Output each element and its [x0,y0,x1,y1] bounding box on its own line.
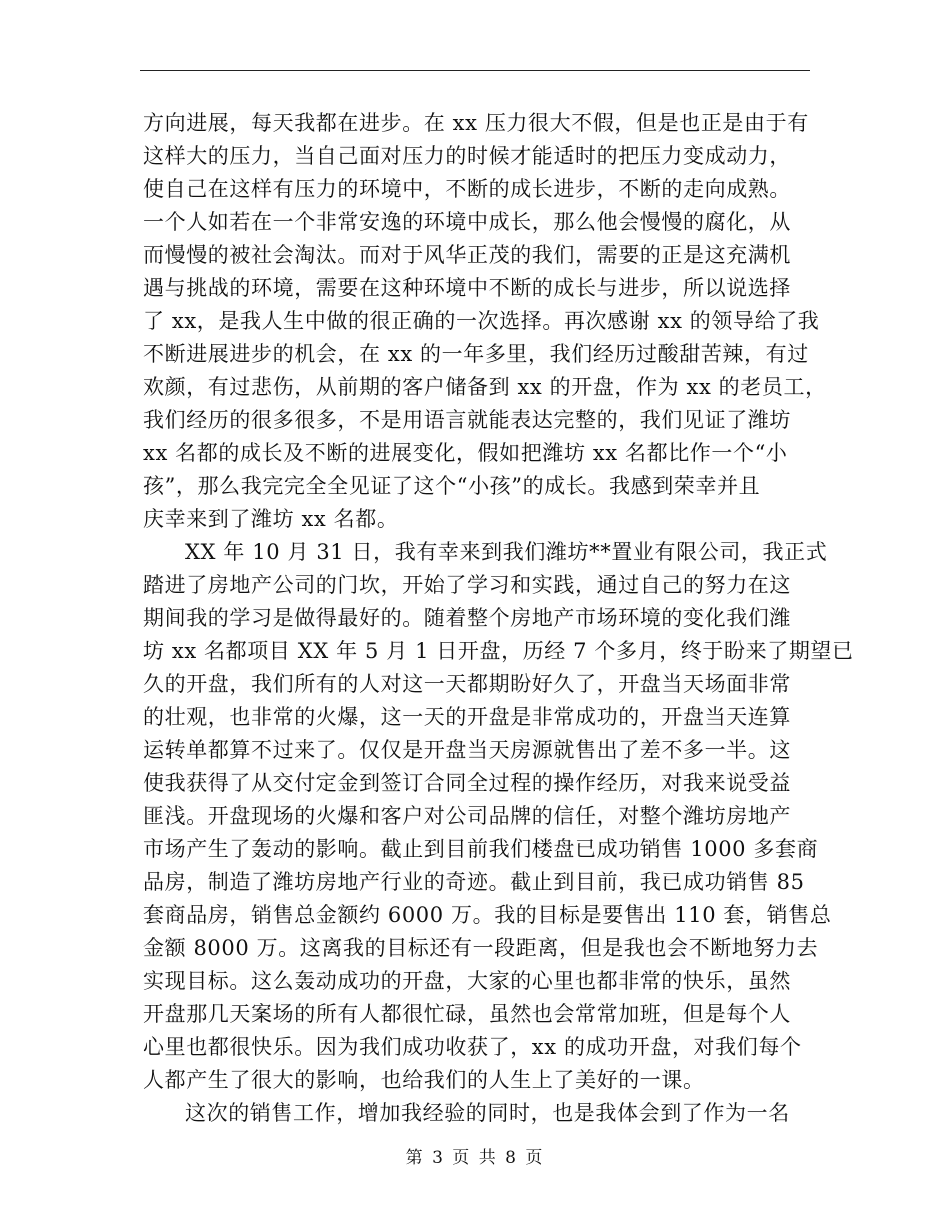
text-line: 心里也都很快乐。因为我们成功收获了，xx 的成功开盘，对我们每个 [143,1035,802,1059]
text-line: 欢颜，有过悲伤，从前期的客户储备到 xx 的开盘，作为 xx 的老员工， [143,375,827,399]
text-line: 久的开盘，我们所有的人对这一天都期盼好久了，开盘当天场面非常 [143,672,791,696]
text-line: xx 名都的成长及不断的进展变化，假如把潍坊 xx 名都比作一个“小 [143,441,788,465]
text-line: 不断进展进步的机会，在 xx 的一年多里，我们经历过酸甜苦辣，有过 [143,342,809,366]
text-line: 踏进了房地产公司的门坎，开始了学习和实践，通过自己的努力在这 [143,573,791,597]
text-line: 运转单都算不过来了。仅仅是开盘当天房源就售出了差不多一半。这 [143,738,791,762]
text-line: 一个人如若在一个非常安逸的环境中成长，那么他会慢慢的腐化，从 [143,210,791,234]
text-line: 我们经历的很多很多，不是用语言就能表达完整的，我们见证了潍坊 [143,408,791,432]
text-line: 的壮观，也非常的火爆，这一天的开盘是非常成功的，开盘当天连算 [143,705,791,729]
text-line: 而慢慢的被社会淘汰。而对于风华正茂的我们，需要的正是这充满机 [143,243,791,267]
text-line: 开盘那几天案场的所有人都很忙碌，虽然也会常常加班，但是每个人 [143,1002,791,1026]
text-line: 这次的销售工作，增加我经验的同时，也是我体会到了作为一名 [185,1101,790,1125]
text-line: 坊 xx 名都项目 XX 年 5 月 1 日开盘，历经 7 个多月，终于盼来了期望已 [143,639,854,663]
text-line: 使我获得了从交付定金到签订合同全过程的操作经历，对我来说受益 [143,771,791,795]
text-line: 市场产生了轰动的影响。截止到目前我们楼盘已成功销售 1000 多套商 [143,837,819,861]
text-line: 这样大的压力，当自己面对压力的时候才能适时的把压力变成动力， [143,144,791,168]
header-rule [140,70,810,71]
paragraph-1 [143,107,827,536]
body-text [143,107,854,1130]
paragraph-2 [143,536,854,1097]
text-line: 匪浅。开盘现场的火爆和客户对公司品牌的信任，对整个潍坊房地产 [143,804,791,828]
text-line: 期间我的学习是做得最好的。随着整个房地产市场环境的变化我们潍 [143,606,791,630]
text-line: 使自己在这样有压力的环境中，不断的成长进步，不断的走向成熟。 [143,177,791,201]
text-line: 套商品房，销售总金额约 6000 万。我的目标是要售出 110 套，销售总 [143,903,832,927]
text-line: 方向进展，每天我都在进步。在 xx 压力很大不假，但是也正是由于有 [143,111,809,135]
text-line: 了 xx，是我人生中做的很正确的一次选择。再次感谢 xx 的领导给了我 [143,309,820,333]
text-line: 遇与挑战的环境，需要在这种环境中不断的成长与进步，所以说选择 [143,276,791,300]
text-line: XX 年 10 月 31 日，我有幸来到我们潍坊**置业有限公司，我正式 [185,540,828,564]
text-line: 孩”，那么我完完全全见证了这个“小孩”的成长。我感到荣幸并且 [143,474,761,498]
text-line: 人都产生了很大的影响，也给我们的人生上了美好的一课。 [143,1068,705,1092]
paragraph-3 [143,1097,807,1130]
page-number-footer: 第 3 页 共 8 页 [405,1148,545,1168]
text-line: 品房，制造了潍坊房地产行业的奇迹。截止到目前，我已成功销售 85 [143,870,805,894]
text-line: 实现目标。这么轰动成功的开盘，大家的心里也都非常的快乐，虽然 [143,969,791,993]
text-line: 庆幸来到了潍坊 xx 名都。 [143,507,399,531]
text-line: 金额 8000 万。这离我的目标还有一段距离，但是我也会不断地努力去 [143,936,819,960]
